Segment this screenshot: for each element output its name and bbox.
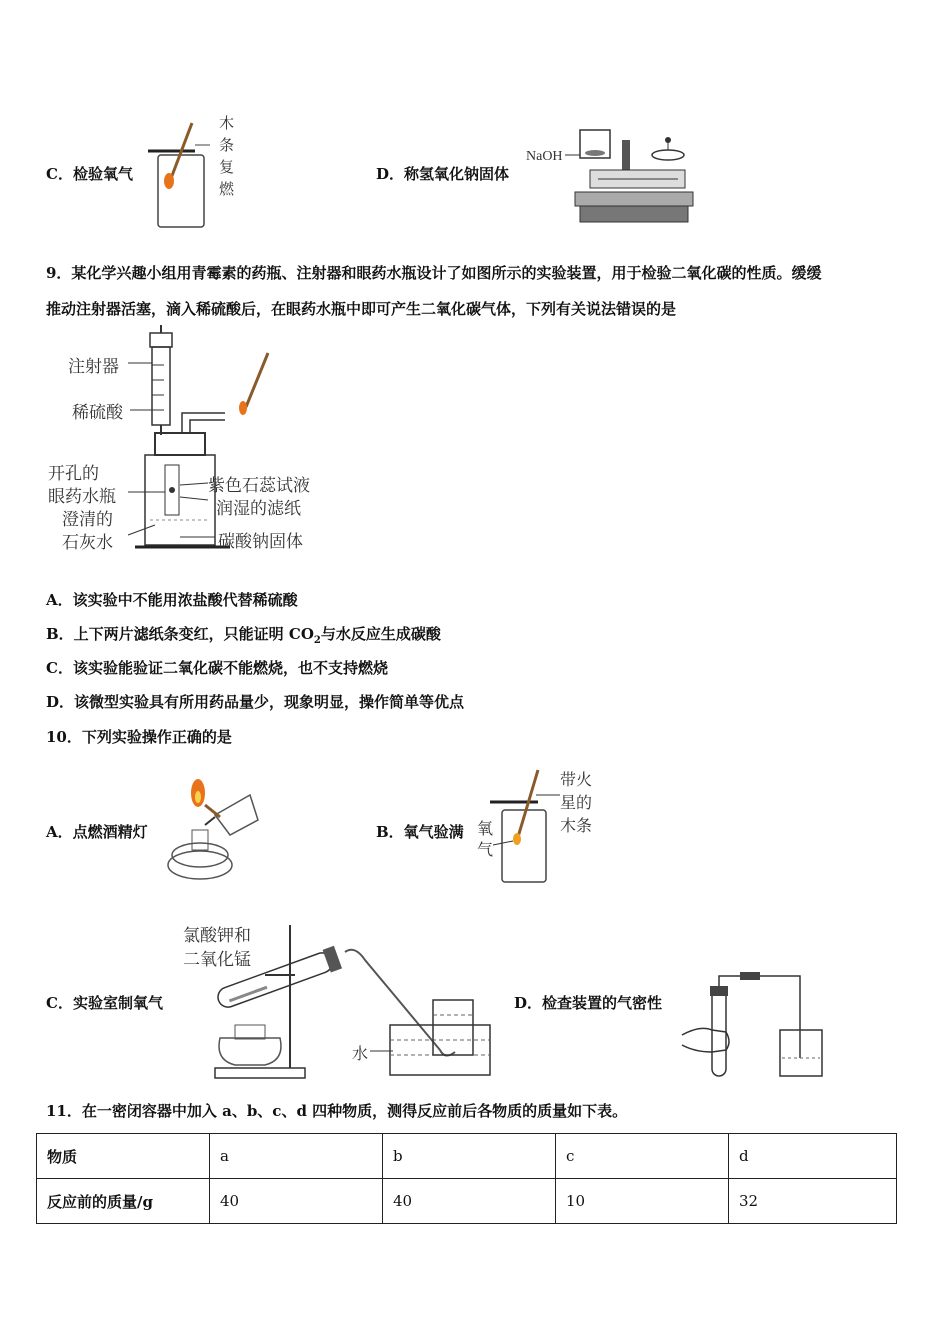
q9-option-c: C．该实验能验证二氧化碳不能燃烧，也不支持燃烧 — [46, 659, 388, 677]
table-cell: d — [729, 1134, 897, 1179]
bottle-label: 开孔的 眼药水瓶 澄清的 石灰水 — [48, 464, 116, 553]
table-cell: 40 — [383, 1179, 556, 1224]
table-cell: 物质 — [37, 1134, 210, 1179]
syringe-label: 注射器 — [68, 357, 119, 377]
table-row — [37, 1179, 897, 1224]
sodium-carbonate-label: 碳酸钠固体 — [218, 532, 303, 552]
alcohol-lamp-figure — [160, 775, 270, 887]
q10-option-b: B．氧气验满 — [376, 823, 464, 841]
water-label: 水 — [352, 1044, 369, 1063]
table-cell: a — [210, 1134, 383, 1179]
q9-stem-line1: 9．某化学兴趣小组用青霉素的药瓶、注射器和眼药水瓶设计了如图所示的实验装置，用于检验二氧化碳的性质。缓缓 — [46, 264, 822, 282]
table-cell: 10 — [556, 1179, 729, 1224]
q9-stem-line2: 推动注射器活塞，滴入稀硫酸后，在眼药水瓶中即可产生二氧化碳气体，下列有关说法错误的是 — [46, 300, 677, 318]
q10-option-c: C．实验室制氧气 — [46, 994, 163, 1012]
acid-label: 稀硫酸 — [72, 403, 123, 423]
q11-stem: 11．在一密闭容器中加入 a、b、c、d 四种物质，测得反应前后各物质的质量如下表。 — [46, 1102, 628, 1120]
q8-option-c: C．检验氧气 — [46, 165, 133, 183]
oxygen-fullness-figure — [488, 765, 563, 887]
table-cell: 反应前的质量/g — [37, 1179, 210, 1224]
q9-option-d: D．该微型实验具有所用药品量少，现象明显，操作简单等优点 — [46, 693, 465, 711]
reagent-label: 氯酸钾和 二氧化锰 — [183, 926, 251, 970]
mass-table — [36, 1133, 897, 1224]
splint-relight-label: 木 条 复 燃 — [219, 114, 235, 198]
table-cell: c — [556, 1134, 729, 1179]
table-cell: 32 — [729, 1179, 897, 1224]
glowing-splint-label: 带火 星的 木条 — [560, 770, 593, 835]
balance-figure — [560, 120, 695, 228]
naoh-label: NaOH — [526, 149, 563, 164]
table-cell: 40 — [210, 1179, 383, 1224]
q10-stem: 10．下列实验操作正确的是 — [46, 728, 232, 746]
filter-paper-label: 紫色石蕊试液 润湿的滤纸 — [208, 476, 310, 519]
q9-option-a: A．该实验中不能用浓盐酸代替稀硫酸 — [46, 591, 298, 609]
q10-option-d: D．检查装置的气密性 — [514, 994, 663, 1012]
q8-option-d: D．称氢氧化钠固体 — [376, 165, 510, 183]
oxygen-label: 氧 气 — [477, 819, 494, 859]
airtightness-check-figure — [680, 970, 830, 1080]
q10-option-a: A．点燃酒精灯 — [46, 823, 148, 841]
q9-option-b: B．上下两片滤纸条变红，只能证明 $CO_2$与水反应生成碳酸 — [46, 625, 441, 646]
table-header-row — [37, 1134, 897, 1179]
table-cell: b — [383, 1134, 556, 1179]
